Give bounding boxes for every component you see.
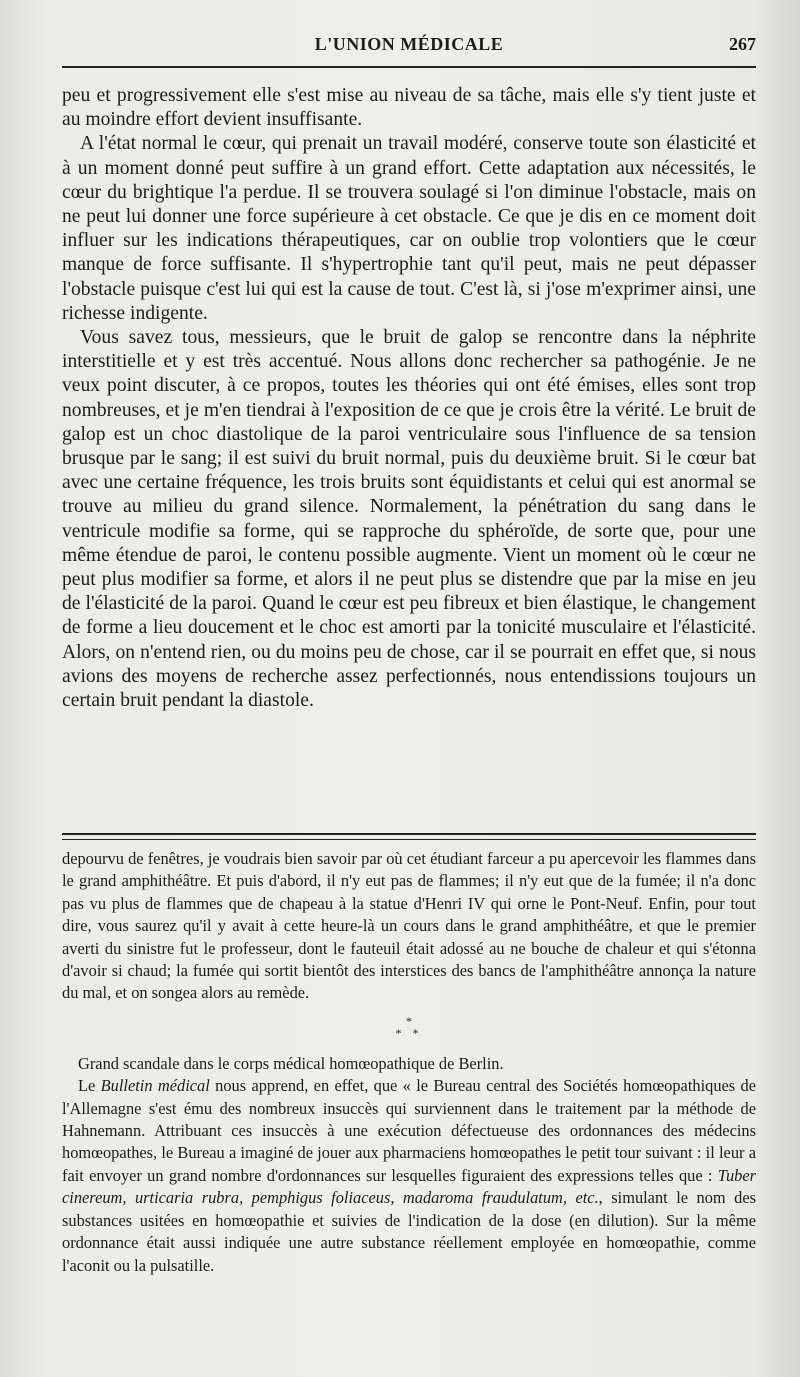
feuilleton-item-body: Le Bulletin médical nous apprend, en effet, que « le Bureau central des Sociétés homœopathiques de l'Allemagne s'est ému des nombreux insuccès qui surviennent dans le traitement par la méthode de Hahnemann. Attribuant ces insuccès à une exécution défectueuse des ordonnances des médecins homœopathes, le Bureau a imaginé de jouer aux pharmaciens homœopathes le petit tour suivant : il leur a fait envoyer un grand nombre d'ordonnances sur lesquelles figuraient des expressions telles que : Tuber cinereum, urticaria rubra, pemphigus foliaceus, madaroma fraudulatum, etc., simulant le nom des substances usitées en homœopathie et suivies de l'indication de la dose (en dilution). Sur la même ordonnance était aussi indiquée une autre substance réellement employée en homœopathie, comme l'aconit ou la pulsatille. xyxy=(62,1076,756,1275)
paragraph-gallop-rhythm: Vous savez tous, messieurs, que le bruit de galop se rencontre dans la néphrite interstitielle et y est très accentué. Nous allons donc rechercher sa pathogénie. Je ne veux point discuter, à ce propos, toutes les théories qui ont été émises, elles sont trop nombreuses, et je m'en tiendrai à l'exposition de ce que je crois être la vérité. Le bruit de galop est un choc diastolique de la paroi ventriculaire sous l'influence de sa tension brusque par le sang; il est suivi du bruit normal, puis du deuxième bruit. Si le cœur bat avec une certaine fréquence, les trois bruits sont équidistants et celui qui est anormal se trouve au milieu du grand silence. Normalement, la pénétration du sang dans le ventricule modifie sa forme, qui se rapproche du sphéroïde, de sorte que, pour une même étendue de paroi, le contenu possible augmente. Vient un moment où le cœur ne peut plus modifier sa forme, et alors il ne peut plus se distendre que par la mise en jeu de l'élasticité de la paroi. Quand le cœur est peu fibreux et bien élastique, le changement de forme a lieu doucement et le choc est amorti par la tonicité musculaire et l'élasticité. Alors, on n'entend rien, ou du moins peu de chose, car il se pourrait en effet que, si nous avions des moyens de recherche assez perfectionnés, nous entendissions toujours un certain bruit pendant la diastole. xyxy=(62,327,756,712)
feuilleton-continuation: depourvu de fenêtres, je voudrais bien savoir par où cet étudiant farceur a pu apercevoir les flammes dans le grand amphithéâtre. Et puis d'abord, il n'y eut pas de flammes; il n'y eut que de la fumée; il n'a donc pas vu plus de flammes que de chapeau à la statue d'Henri IV qui orne le Pont-Neuf. Enfin, pour tout dire, vous saurez qu'il y avait à cette heure-là un cours dans le grand amphithéâtre, et que le premier averti du sinistre fut le professeur, dont le fauteuil était adossé au ne bouche de chaleur et qui s'étonna d'avoir si chaud; la fumée qui sortit bientôt des interstices des bancs de l'amphithéâtre annonça la nature du mal, et on songea alors au remède. xyxy=(62,849,756,1003)
main-article xyxy=(62,84,756,713)
header-rule xyxy=(62,66,756,68)
running-title: L'UNION MÉDICALE xyxy=(314,34,504,54)
paragraph-heart-elasticity: A l'état normal le cœur, qui prenait un travail modéré, conserve toute son élasticité et à un moment donné peut suffire à un grand effort. Cette adaptation aux nécessités, le cœur du brightique l'a perdue. Il se trouvera soulagé si l'on diminue l'obstacle, mais on ne peut lui donner une force supérieure à cet obstacle. Ce que je dis en ce moment doit influer sur les indications thérapeutiques, car on oublie trop volontiers que le cœur manque de force suffisante. Il s'hypertrophie tant qu'il peut, mais ne peut dépasser l'obstacle puisque c'est lui qui est la cause de tout. C'est là, si j'ose m'exprimer ainsi, une richesse indigente. xyxy=(62,133,756,324)
feuilleton-item-title: Grand scandale dans le corps médical homœopathique de Berlin. xyxy=(78,1053,504,1073)
feuilleton-separator xyxy=(62,833,756,840)
paragraph-continuation: peu et progressivement elle s'est mise au niveau de sa tâche, mais elle s'y tient juste et au moindre effort devient insuffisante. xyxy=(62,85,756,131)
latin-terms: Tuber cinereum, urticaria rubra, pemphigus foliaceus, madaroma fraudulatum, etc. xyxy=(62,1165,756,1208)
bulletin-medical-title: Bulletin médical xyxy=(100,1076,210,1096)
page-number: 267 xyxy=(729,34,756,54)
asterism-divider: * * * xyxy=(395,1013,423,1040)
page-header xyxy=(62,34,756,60)
feuilleton-section xyxy=(62,848,756,1277)
